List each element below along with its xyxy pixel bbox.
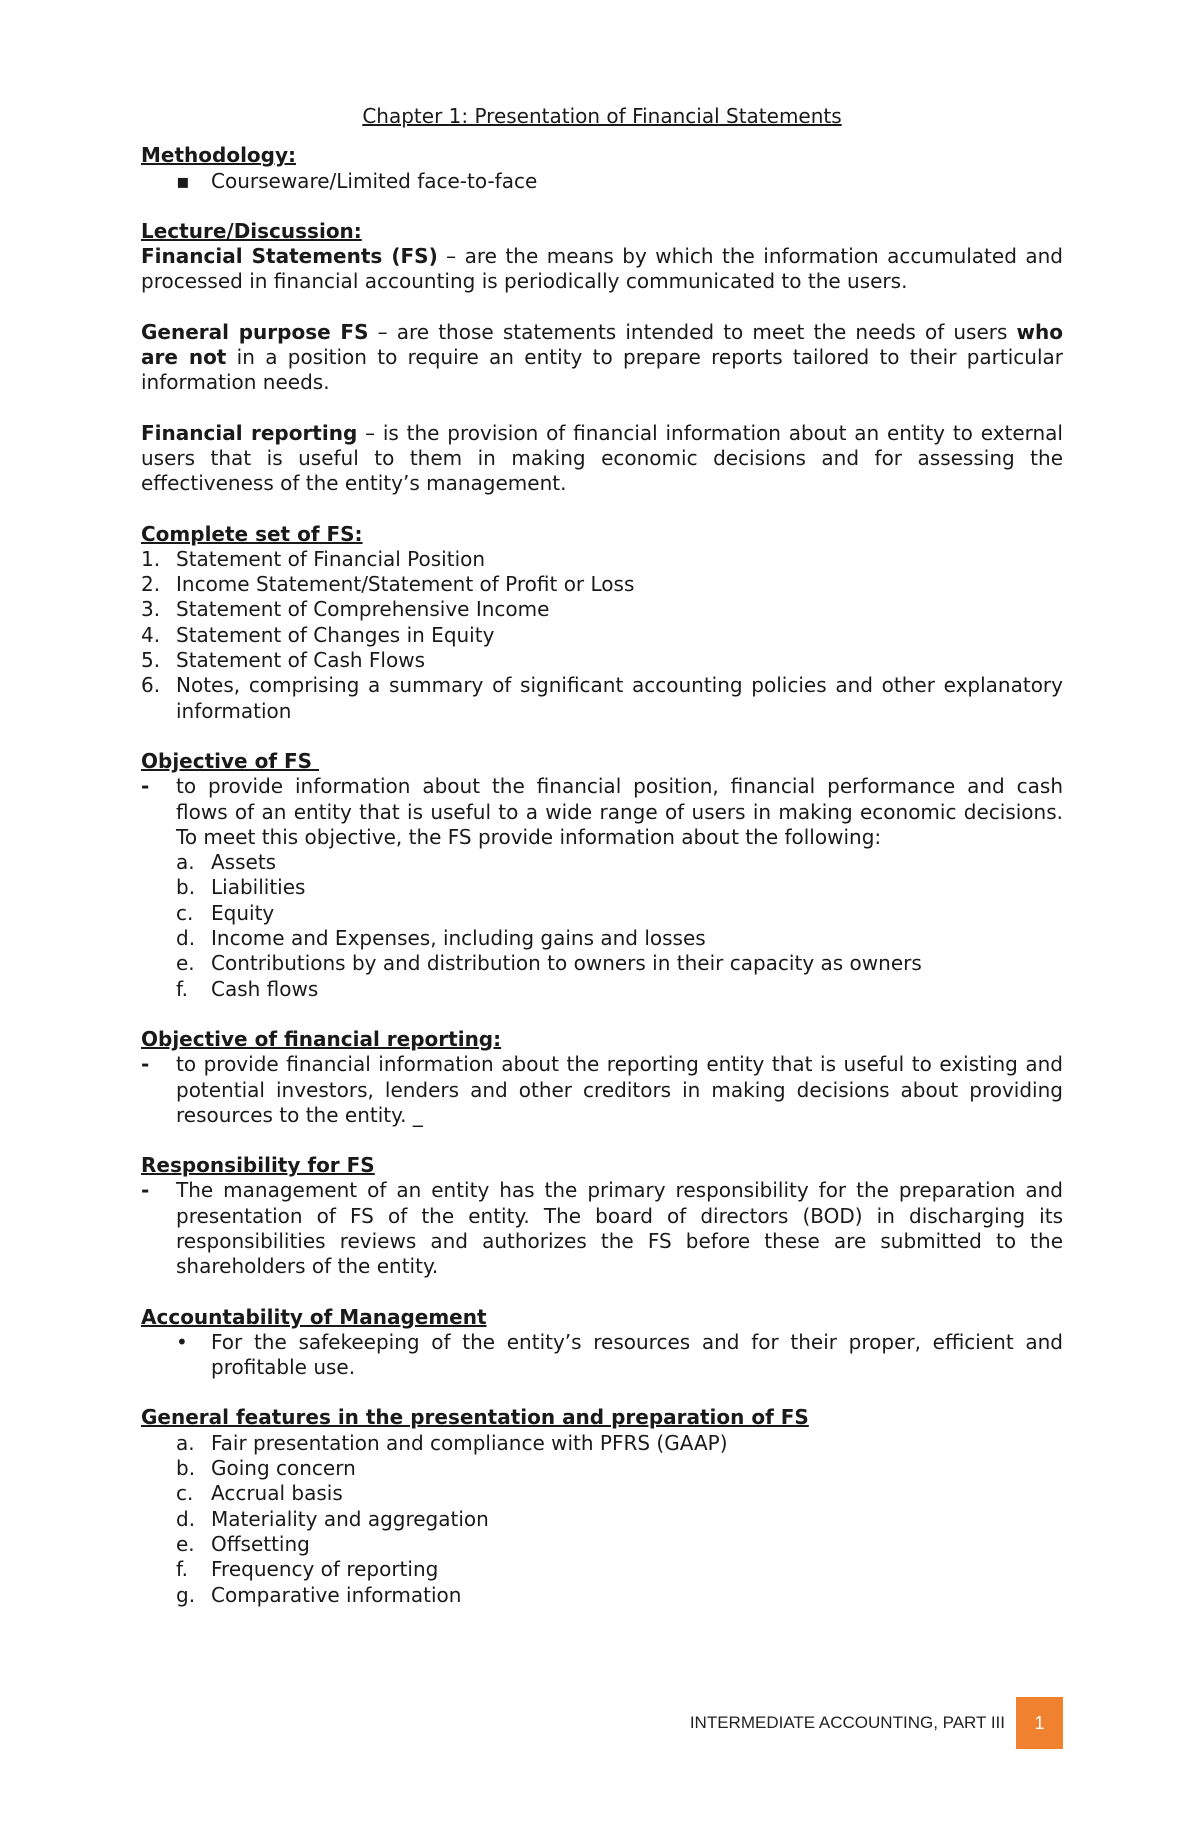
list-letter: c.: [176, 1481, 194, 1506]
dash-marker: -: [141, 1178, 150, 1203]
list-item-text: Frequency of reporting: [211, 1557, 439, 1582]
list-item-text: Materiality and aggregation: [211, 1506, 489, 1531]
list-letter: a.: [176, 1430, 195, 1455]
lecture-heading: Lecture/Discussion:: [141, 218, 362, 243]
list-item-text: Equity: [211, 900, 275, 925]
list-item: [176, 977, 1063, 1002]
list-letter: d.: [176, 1506, 196, 1531]
list-letter: c.: [176, 900, 194, 925]
responsibility-heading: Responsibility for FS: [141, 1153, 375, 1178]
list-item: [176, 901, 1063, 926]
list-letter: e.: [176, 951, 195, 976]
list-number: 5.: [141, 648, 161, 673]
dash-item: [141, 774, 1063, 850]
features-heading: General features in the presentation and preparation of FS: [141, 1405, 809, 1430]
list-number: 3.: [141, 597, 161, 622]
list-letter: a.: [176, 850, 195, 875]
list-item-text: Assets: [211, 850, 277, 875]
list-letter: b.: [176, 875, 196, 900]
emphasis: who are not: [141, 319, 1063, 370]
term: General purpose FS: [141, 319, 369, 344]
term: Financial reporting: [141, 420, 358, 445]
fs-definition: [141, 244, 1063, 295]
fr-definition: [141, 421, 1063, 497]
list-item-text: Fair presentation and compliance with PFRS (GAAP): [211, 1430, 728, 1455]
list-letter: e.: [176, 1531, 195, 1556]
list-letter: d.: [176, 926, 196, 951]
list-item: [176, 926, 1063, 951]
bullet-item: [141, 1330, 1063, 1381]
list-item: [141, 169, 1063, 194]
list-item: [141, 547, 1063, 572]
page-number-badge: [1016, 1697, 1063, 1749]
list-item: [141, 648, 1063, 673]
list-item-text: Contributions by and distribution to owners in their capacity as owners: [211, 951, 922, 976]
list-number: 1.: [141, 546, 161, 571]
list-item-text: Notes, comprising a summary of significant accounting policies and other explanatory information: [176, 673, 1063, 723]
page-footer: [0, 1697, 1200, 1749]
definition: – are those statements intended to meet the needs of users: [368, 319, 1017, 344]
list-letter: f.: [176, 976, 188, 1001]
list-item: [141, 597, 1063, 622]
list-item-text: Statement of Changes in Equity: [176, 622, 495, 647]
square-bullet-icon: ▪: [176, 168, 190, 193]
list-letter: g.: [176, 1582, 196, 1607]
list-number: 2.: [141, 572, 161, 597]
list-item-text: Statement of Comprehensive Income: [176, 597, 550, 622]
list-item: [176, 1557, 1063, 1582]
definition: – is the provision of financial information about an entity to external users that is useful to them in making economic decisions and for assessing the effectiveness of the entity’s management.: [141, 420, 1063, 496]
list-item-text: Accrual basis: [211, 1481, 343, 1506]
objective-fs-list: [176, 850, 1063, 1002]
list-item-text: Going concern: [211, 1456, 356, 1481]
list-number: 4.: [141, 622, 161, 647]
list-item-text: Cash flows: [211, 976, 319, 1001]
list-item-text: Comparative information: [211, 1582, 462, 1607]
list-item: [141, 572, 1063, 597]
document-page: [141, 104, 1063, 1608]
list-item-text: Statement of Financial Position: [176, 546, 486, 571]
list-number: 6.: [141, 673, 161, 698]
term: Financial Statements (FS): [141, 244, 438, 269]
list-item: [176, 1481, 1063, 1506]
dash-item-text: The management of an entity has the primary responsibility for the preparation and presentation of FS of the entity. The board of directors (BOD) in discharging its responsibilities reviews and authorizes the FS before these are submitted to the shareholders of the entity.: [176, 1178, 1063, 1279]
dash-marker: -: [141, 774, 150, 799]
list-item: [176, 1532, 1063, 1557]
page-number: 1: [1034, 1712, 1045, 1733]
list-item: [176, 875, 1063, 900]
definition: – are the means by which the information accumulated and processed in financial accounting is periodically communicated to the users.: [141, 244, 1063, 294]
bullet-item-text: For the safekeeping of the entity’s resources and for their proper, efficient and profitable use.: [211, 1329, 1063, 1380]
dash-item-text: to provide information about the financial position, financial performance and cash flows of an entity that is useful to a wide range of users in making economic decisions. To meet this objective, the FS provide information about the following:: [176, 774, 1063, 849]
complete-set-heading: Complete set of FS:: [141, 521, 363, 546]
list-item: [176, 1431, 1063, 1456]
list-item-text: Courseware/Limited face-to-face: [211, 168, 538, 193]
bullet-icon: •: [176, 1329, 188, 1354]
list-item: [176, 1456, 1063, 1481]
list-item: [176, 850, 1063, 875]
list-item-text: Income and Expenses, including gains and losses: [211, 926, 706, 951]
dash-item: [141, 1178, 1063, 1279]
list-item: [141, 623, 1063, 648]
dash-marker: -: [141, 1052, 150, 1077]
dash-item-text: to provide financial information about the reporting entity that is useful to existing and potential investors, lenders and other creditors in making decisions about providing resources to the entity. _: [176, 1052, 1063, 1127]
objective-fr-heading: Objective of financial reporting:: [141, 1026, 502, 1051]
objective-fs-heading: Objective of FS: [141, 748, 320, 773]
methodology-heading: Methodology:: [141, 143, 297, 168]
list-item: [141, 673, 1063, 724]
list-item: [176, 1583, 1063, 1608]
dash-item: [141, 1052, 1063, 1128]
definition: in a position to require an entity to prepare reports tailored to their particular information needs.: [141, 345, 1063, 395]
list-item-text: Income Statement/Statement of Profit or Loss: [176, 572, 635, 597]
complete-set-list: [141, 547, 1063, 724]
list-letter: f.: [176, 1557, 188, 1582]
footer-course-title: INTERMEDIATE ACCOUNTING, PART III: [689, 1713, 1005, 1732]
features-list: [176, 1431, 1063, 1608]
list-item: [176, 1507, 1063, 1532]
list-item: [176, 951, 1063, 976]
list-item-text: Statement of Cash Flows: [176, 648, 425, 673]
page-title: Chapter 1: Presentation of Financial Statements: [362, 104, 842, 128]
gp-definition: [141, 320, 1063, 396]
list-item-text: Liabilities: [211, 875, 306, 900]
accountability-heading: Accountability of Management: [141, 1304, 487, 1329]
list-item-text: Offsetting: [211, 1531, 310, 1556]
list-letter: b.: [176, 1456, 196, 1481]
